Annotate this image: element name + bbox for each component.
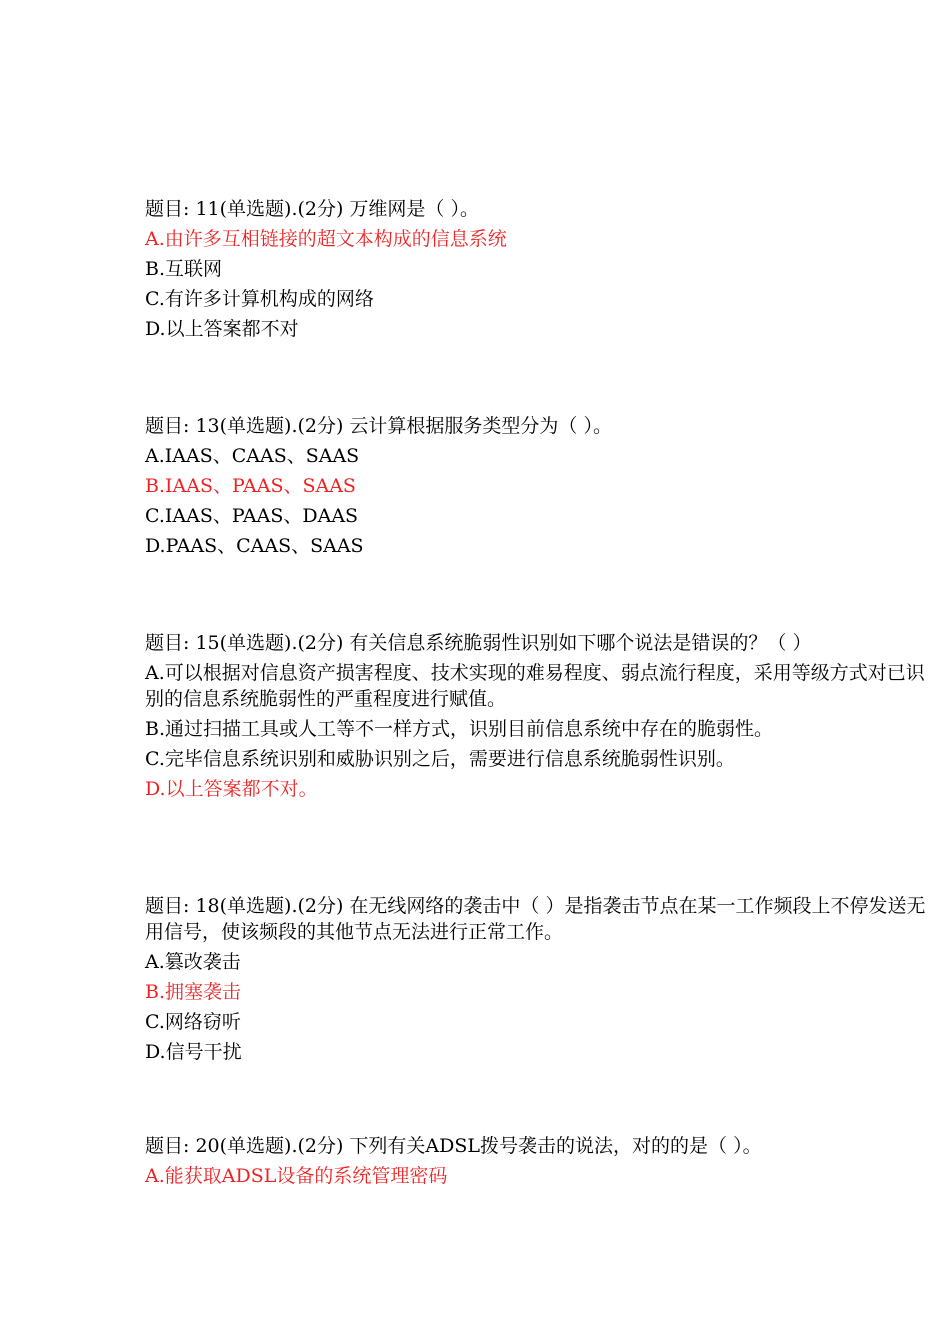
option-d: D.PAAS、CAAS、SAAS [145, 535, 364, 557]
option-b-correct: B.IAAS、PAAS、SAAS [145, 475, 356, 497]
question-stem: 题目: 20(单选题).(2分) 下列有关ADSL拨号袭击的说法，对的的是（ ）。 [145, 1135, 762, 1157]
question-20 [145, 1133, 930, 1193]
option-a: A.IAAS、CAAS、SAAS [145, 445, 360, 467]
question-11 [145, 196, 930, 346]
option-a: A.篡改袭击 [145, 951, 241, 973]
option-d: D.以上答案都不对 [145, 318, 299, 340]
option-b: B.互联网 [145, 258, 223, 280]
question-stem: 题目: 18(单选题).(2分) 在无线网络的袭击中（ ）是指袭击节点在某一工作频段上不停发送无用信号，使该频段的其他节点无法进行正常工作。 [145, 895, 926, 943]
question-13 [145, 413, 930, 563]
option-a-correct: A.由许多互相链接的超文本构成的信息系统 [145, 228, 507, 250]
option-a-correct: A.能获取ADSL设备的系统管理密码 [145, 1165, 448, 1187]
question-stem: 题目: 11(单选题).(2分) 万维网是（ ）。 [145, 198, 479, 220]
option-d: D.信号干扰 [145, 1041, 242, 1063]
option-b-correct: B.拥塞袭击 [145, 981, 242, 1003]
option-c: C.IAAS、PAAS、DAAS [145, 505, 359, 527]
option-c: C.网络窃听 [145, 1011, 241, 1033]
option-b: B.通过扫描工具或人工等不一样方式，识别目前信息系统中存在的脆弱性。 [145, 718, 774, 740]
question-stem: 题目: 15(单选题).(2分) 有关信息系统脆弱性识别如下哪个说法是错误的？（ ） [145, 632, 812, 654]
question-stem: 题目: 13(单选题).(2分) 云计算根据服务类型分为（ ）。 [145, 415, 612, 437]
option-c: C.有许多计算机构成的网络 [145, 288, 374, 310]
option-d-correct: D.以上答案都不对。 [145, 778, 318, 800]
question-18 [145, 893, 930, 1069]
option-c: C.完毕信息系统识别和威胁识别之后，需要进行信息系统脆弱性识别。 [145, 748, 735, 770]
question-15 [145, 630, 930, 806]
option-a: A.可以根据对信息资产损害程度、技术实现的难易程度、弱点流行程度，采用等级方式对已识别的信息系统脆弱性的严重程度进行赋值。 [145, 662, 925, 710]
